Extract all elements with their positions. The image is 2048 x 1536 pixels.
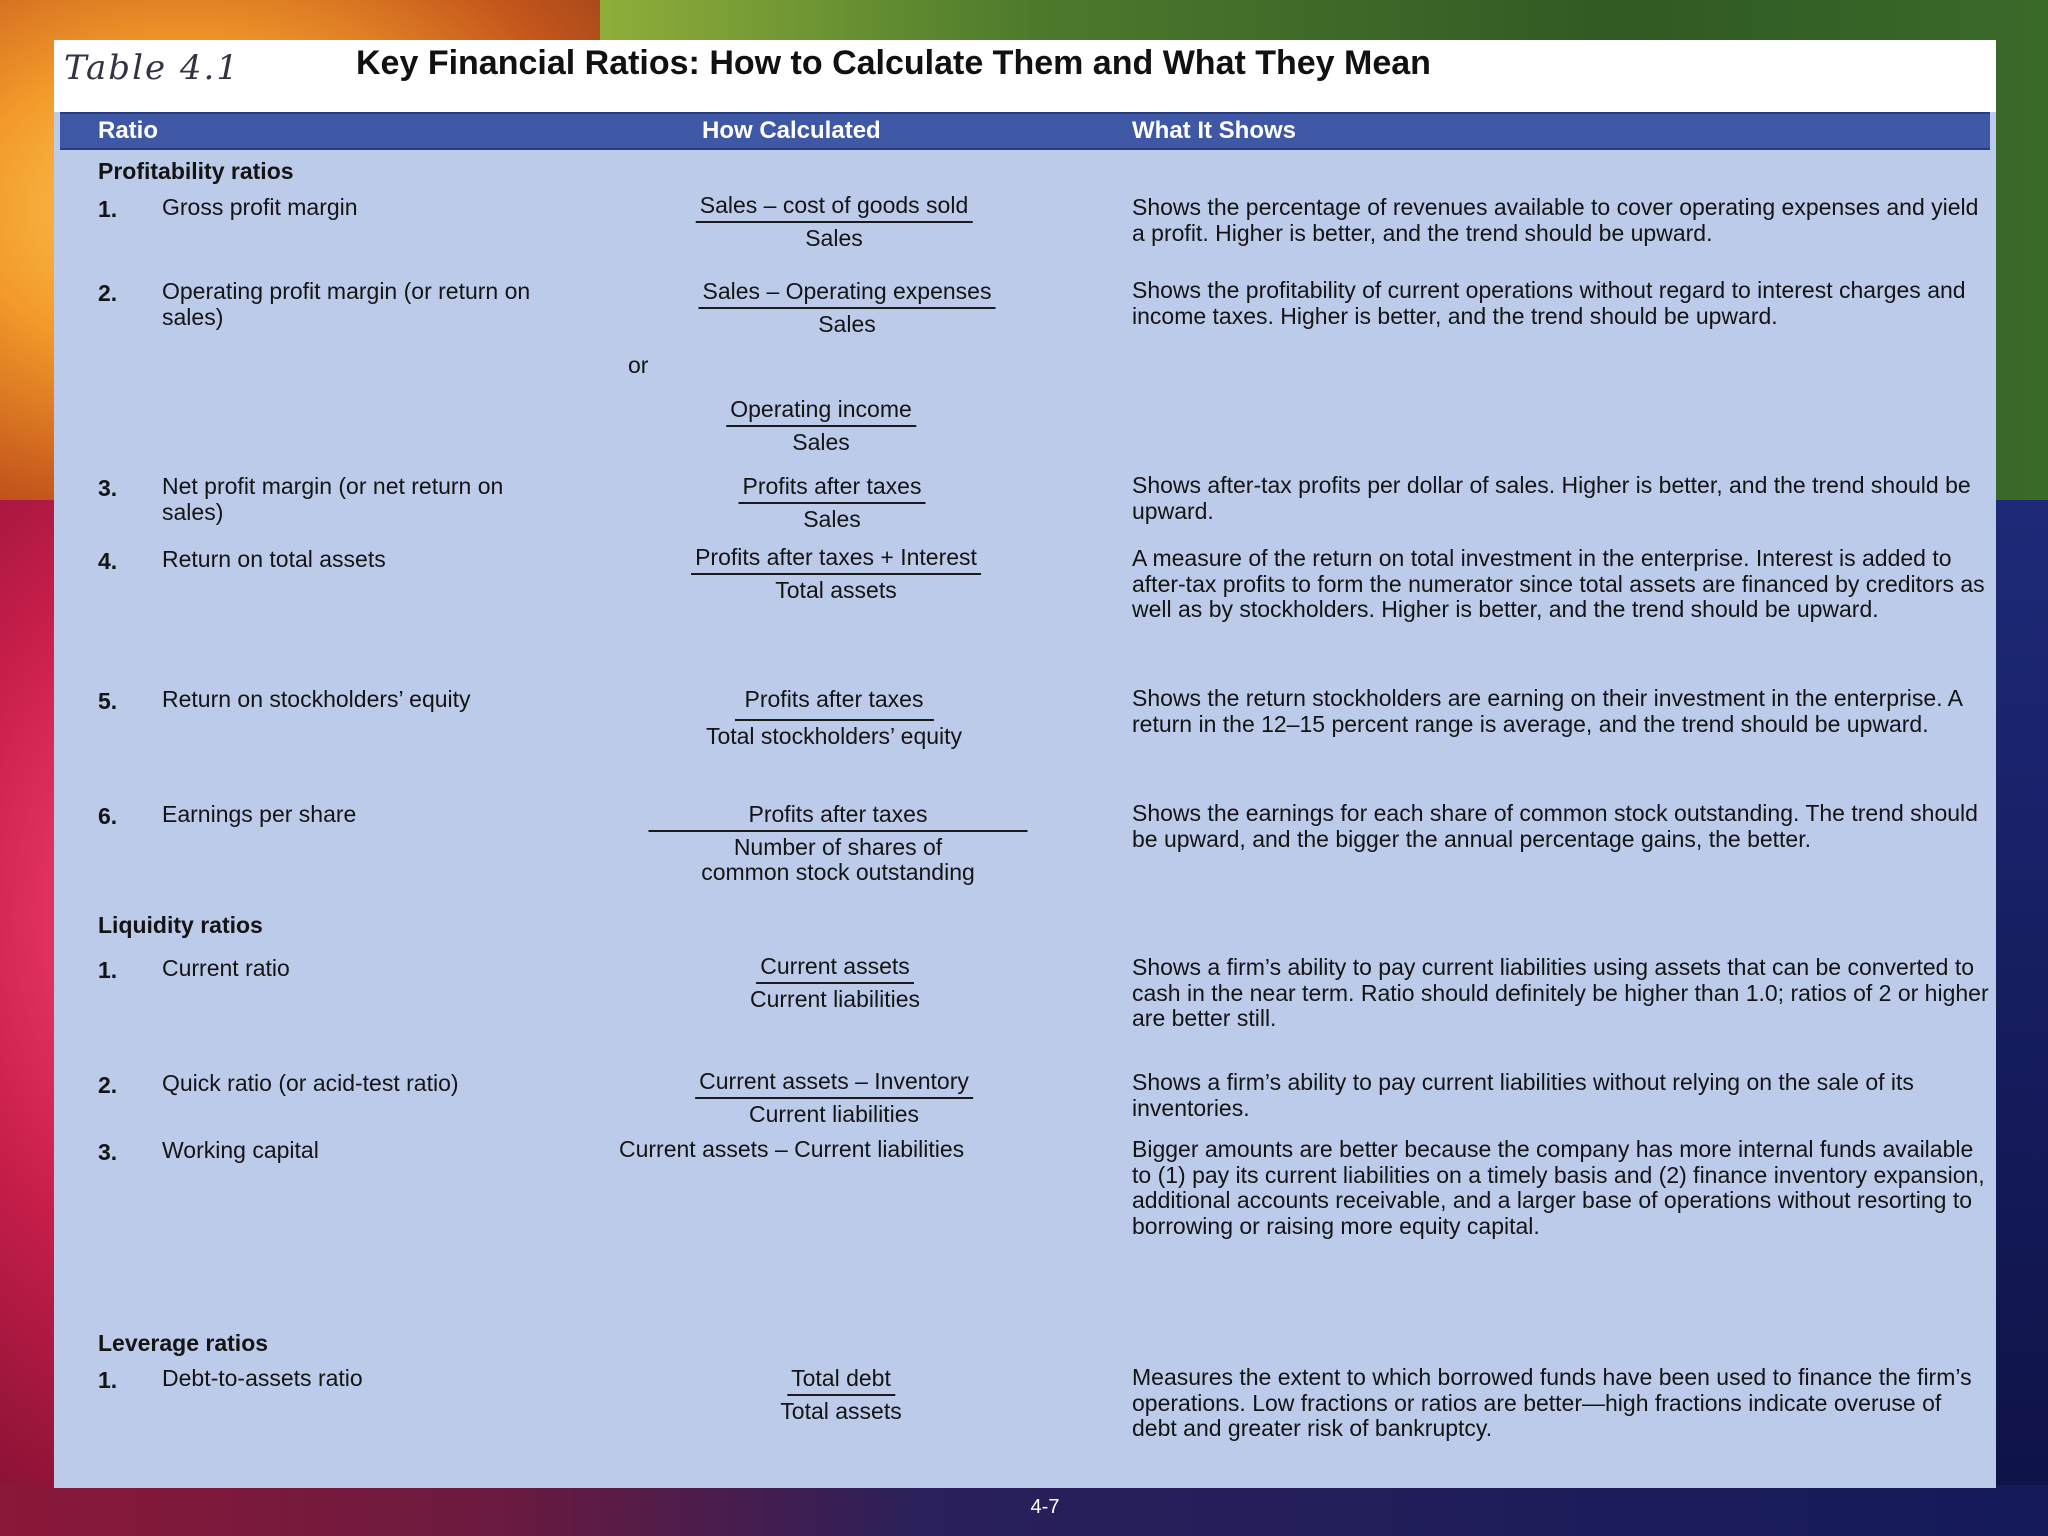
formula-denominator: Sales	[803, 506, 861, 532]
formula-denominator: Sales	[805, 225, 863, 251]
formula-denominator: Current liabilities	[748, 1101, 920, 1127]
formula-fraction	[706, 686, 962, 749]
formula-numerator: Profits after taxes	[739, 473, 926, 504]
formula-numerator: Sales – cost of goods sold	[696, 192, 973, 223]
table-title: Key Financial Ratios: How to Calculate Them and What They Mean	[356, 44, 1431, 82]
row-number: 1.	[98, 1367, 118, 1393]
ratio-description: Shows the profitability of current operations without regard to interest charges and income taxes. Higher is better, and the trend should be upward.	[1132, 277, 1966, 329]
ratio-description: Shows the percentage of revenues available to cover operating expenses and yield a profit. Higher is better, and the trend should be upward.	[1132, 194, 1979, 246]
ratio-description: Measures the extent to which borrowed funds have been used to finance the firm’s operations. Low fractions or ratios are better—high fractions indicate overuse of debt and greater risk of bankruptcy.	[1132, 1364, 1972, 1441]
formula-fraction	[696, 192, 973, 251]
formula-or-label: or	[628, 352, 649, 378]
table-header-row	[60, 112, 1990, 150]
ratio-description: Shows a firm’s ability to pay current liabilities using assets that can be converted to cash in the near term. Ratio should definitely be higher than 1.0; ratios of 2 or higher are better still.	[1132, 954, 1989, 1031]
section-title-profitability: Profitability ratios	[98, 158, 294, 184]
formula-denominator: Number of shares of common stock outstanding	[701, 834, 975, 885]
formula-fraction	[695, 1068, 973, 1127]
formula-numerator: Profits after taxes	[649, 801, 1028, 832]
section-title-leverage: Leverage ratios	[98, 1330, 269, 1356]
formula-denominator: Sales	[792, 429, 850, 455]
ratio-description: Bigger amounts are better because the company has more internal funds available to (1) pay its current liabilities on a timely basis and (2) finance inventory expansion, additional accounts receivable, and a larger base of operations without resorting to borrowing or raising more equity capital.	[1132, 1136, 1985, 1239]
formula-denominator: Current liabilities	[749, 986, 921, 1012]
ratio-name: Operating profit margin (or return on sales)	[162, 278, 531, 330]
formula-denominator: Total assets	[775, 577, 897, 603]
ratio-name: Quick ratio (or acid-test ratio)	[162, 1070, 459, 1096]
ratio-name: Debt-to-assets ratio	[162, 1365, 363, 1391]
formula-denominator: Total assets	[780, 1398, 902, 1424]
ratio-description: Shows the earnings for each share of common stock outstanding. The trend should be upward, and the bigger the annual percentage gains, the better.	[1132, 800, 1978, 852]
row-number: 5.	[98, 688, 118, 714]
column-header-what-it-shows: What It Shows	[1132, 117, 1296, 144]
ratios-table	[54, 112, 1996, 1488]
ratio-name: Return on stockholders’ equity	[162, 686, 471, 712]
slide-number: 4-7	[1030, 1496, 1060, 1518]
ratio-description: A measure of the return on total investment in the enterprise. Interest is added to after-tax profits to form the numerator since total assets are financed by creditors as well as by stockholders. Higher is better, and the trend should be upward.	[1132, 545, 1985, 622]
formula-denominator: Total stockholders’ equity	[705, 723, 963, 749]
row-number: 1.	[98, 957, 118, 983]
ratio-name: Net profit margin (or net return on sales)	[162, 473, 504, 525]
column-header-ratio: Ratio	[98, 117, 158, 144]
formula-numerator: Profits after taxes	[735, 686, 934, 721]
column-header-how-calculated: How Calculated	[702, 117, 881, 144]
ratio-name: Gross profit margin	[162, 194, 358, 220]
row-number: 1.	[98, 196, 118, 222]
row-number: 6.	[98, 803, 118, 829]
title-bar	[54, 40, 1996, 112]
row-number: 3.	[98, 475, 118, 501]
formula-numerator: Sales – Operating expenses	[699, 278, 996, 309]
formula-numerator: Operating income	[726, 396, 916, 427]
formula-fraction-alt	[726, 396, 916, 455]
ratio-description: Shows after-tax profits per dollar of sales. Higher is better, and the trend should be upward.	[1132, 472, 1971, 524]
formula-fraction	[739, 473, 926, 532]
section-title-liquidity: Liquidity ratios	[98, 912, 263, 938]
row-number: 3.	[98, 1139, 118, 1165]
ratio-name: Current ratio	[162, 955, 290, 981]
formula-fraction	[780, 1365, 901, 1424]
row-number: 2.	[98, 1072, 118, 1098]
formula-numerator: Profits after taxes + Interest	[691, 544, 981, 575]
ratio-description: Shows the return stockholders are earning on their investment in the enterprise. A return in the 12–15 percent range is average, and the trend should be upward.	[1132, 685, 1962, 737]
row-number: 4.	[98, 548, 118, 574]
formula-numerator: Current assets – Inventory	[695, 1068, 973, 1099]
formula-denominator: Sales	[818, 311, 876, 337]
formula-numerator: Current assets	[756, 953, 914, 984]
formula-fraction	[691, 544, 981, 603]
formula-fraction	[699, 278, 996, 337]
formula-text: Current assets – Current liabilities	[619, 1136, 965, 1162]
formula-numerator: Total debt	[787, 1365, 895, 1396]
table-label: Table 4.1	[64, 48, 240, 88]
ratio-name: Return on total assets	[162, 546, 386, 572]
ratio-description: Shows a firm’s ability to pay current liabilities without relying on the sale of its inventories.	[1132, 1069, 1914, 1121]
row-number: 2.	[98, 280, 118, 306]
formula-fraction	[750, 953, 920, 1012]
ratio-name: Working capital	[162, 1137, 319, 1163]
formula-fraction	[649, 801, 1028, 885]
ratio-name: Earnings per share	[162, 801, 357, 827]
